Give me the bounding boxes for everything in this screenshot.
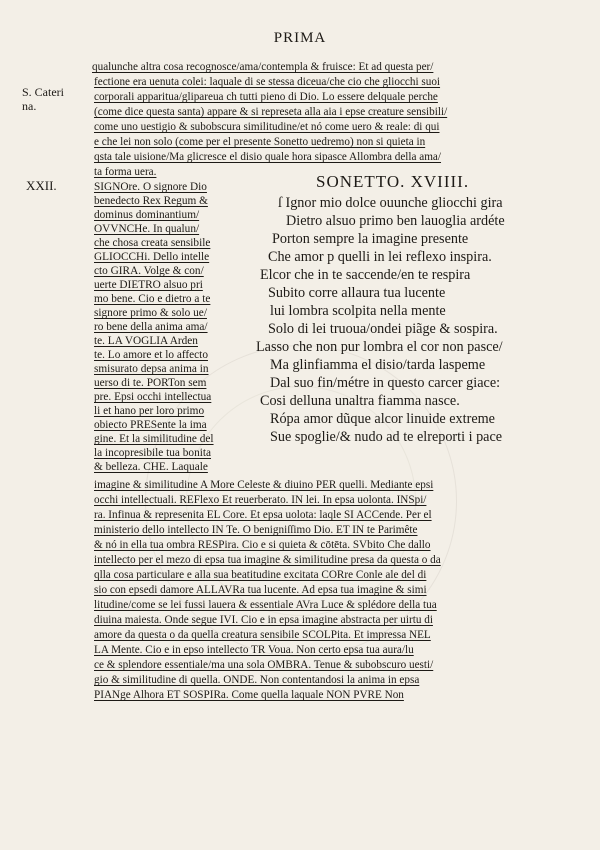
- sonnet-verse: Che amor p quelli in lei reflexo inspira.: [268, 249, 492, 265]
- prose-line: fectione era uenuta colei: laquale di se stessa diceua/che cio che gliocchi suoi: [94, 76, 441, 88]
- commentary-line: cto GIRA. Volge & con/: [94, 265, 204, 277]
- margin-section-number: XXII.: [26, 178, 57, 193]
- commentary-line: mo bene. Cio e dietro a te: [94, 293, 211, 305]
- commentary-full-line: amore da questa o da quella creatura sensibile SCOLPita. Et impressa NEL: [94, 629, 431, 641]
- commentary-line: OVVNCHe. In qualun/: [94, 223, 200, 235]
- margin-note-saint: S. Cateri: [22, 85, 64, 99]
- commentary-full-line: imagine & similitudine A More Celeste & diuino PER quelli. Mediante epsi: [94, 479, 434, 491]
- sonnet-verse: Ma glinfiamma el disio/tarda laspeme: [270, 357, 486, 373]
- commentary-full-line: qlla cosa particulare e alla sua beatitudine excitata CORre Conle ale del di: [94, 569, 427, 581]
- commentary-line: che chosa creata sensibile: [94, 237, 211, 249]
- sonnet-verse: Dal suo fin/métre in questo carcer giace:: [270, 375, 501, 391]
- commentary-line: smisurato depsa anima in: [94, 363, 209, 375]
- commentary-line: gine. Et la similitudine del: [94, 433, 214, 445]
- commentary-full-line: litudine/come se lei fussi lauera & essentiale AVra Luce & splédore della tua: [94, 599, 437, 611]
- sonnet-verse: Porton sempre la imagine presente: [272, 231, 469, 247]
- sonnet-verse: Lasso che non pur lombra el cor non pasce/: [256, 339, 503, 355]
- commentary-full-line: PIANge Alhora ET SOSPIRa. Come quella laquale NON PVRE Non: [94, 689, 404, 701]
- sonnet-verse: Elcor che in te saccende/en te respira: [260, 267, 471, 283]
- running-head: PRIMA: [273, 30, 327, 46]
- prose-line: e che lei non solo (come per el presente Sonetto uedremo) non si quieta in: [94, 136, 426, 148]
- sonnet-verse: ſ Ignor mio dolce ouunche gliocchi gira: [278, 195, 503, 211]
- commentary-line: signore primo & solo ue/: [94, 307, 207, 319]
- commentary-full-line: sio con epsedi damore ALLAVRa tua lucente. Ad epsa tua imagine & simi: [94, 584, 427, 596]
- sonnet-verse: lui lombra scolpita nella mente: [270, 303, 446, 319]
- commentary-line: dominus dominantium/: [94, 209, 200, 221]
- prose-line: (come dice questa santa) appare & si represeta alla aia i epse creature sensibili/: [94, 106, 448, 118]
- sonnet-verse: Dietro alsuo primo ben lauoglia ardéte: [286, 213, 505, 229]
- commentary-full-line: ra. Infinua & represenita EL Core. Et epsa uolota: laqle SI ACCende. Per el: [94, 509, 432, 521]
- commentary-full-line: intellecto per el mezo di epsa tua imagine & similitudine presa da questa o da: [94, 554, 441, 566]
- prose-line: ta forma uera.: [94, 166, 157, 178]
- commentary-line: ro bene della anima ama/: [94, 321, 208, 333]
- commentary-line: te. Lo amore et lo affecto: [94, 349, 208, 361]
- commentary-line: benedecto Rex Regum &: [94, 195, 208, 207]
- commentary-full-line: LA Mente. Cio e in epso intellecto TR Voua. Non certo epsa tua aura/lu: [94, 644, 414, 656]
- commentary-full-line: diuina maiesta. Onde segue IVI. Cio e in epsa imagine abstracta per uirtu di: [94, 614, 433, 626]
- margin-note-saint-cont: na.: [22, 99, 37, 113]
- sonnet-verse: Solo di lei truoua/ondei piãge & sospira.: [268, 321, 498, 337]
- prose-line: qualunche altra cosa recognosce/ama/contempla & fruisce: Et ad questa per/: [92, 61, 434, 73]
- commentary-line: obiecto PRESente la ima: [94, 419, 207, 431]
- commentary-full-line: ce & splendore essentiale/ma una sola OMBRA. Tenue & subobscuro uesti/: [94, 659, 434, 671]
- commentary-full-line: occhi intellectuali. REFlexo Et reuerberato. IN lei. In epsa uolonta. INSpi/: [94, 494, 427, 506]
- commentary-line: te. LA VOGLIA Arden: [94, 335, 198, 347]
- sonnet-verse: Sue spoglie/& nudo ad te elreporti i pace: [270, 429, 503, 445]
- commentary-line: & belleza. CHE. Laquale: [94, 461, 208, 473]
- commentary-line: uerte DIETRO alsuo pri: [94, 279, 203, 291]
- sonnet-title: SONETTO. XVIIII.: [316, 172, 470, 191]
- sonnet-verse: Rópa amor dũque alcor linuide extreme: [270, 411, 495, 427]
- commentary-full-line: & nó in ella tua ombra RESPira. Cio e si quieta & cōtēta. SVbito Che dallo: [94, 539, 431, 551]
- commentary-line: uerso di te. PORTon sem: [94, 377, 207, 389]
- sonnet-verse: Subito corre allaura tua lucente: [268, 285, 446, 301]
- commentary-line: GLIOCCHi. Dello intelle: [94, 251, 210, 263]
- commentary-line: pre. Epsi occhi intellectua: [94, 391, 212, 403]
- commentary-line: li et hano per loro primo: [94, 405, 205, 417]
- commentary-full-line: ministerio dello intellecto IN Te. O benigniſſimo Dio. ET IN te Parimête: [94, 524, 418, 536]
- prose-line: corporali apparitua/glipareua ch tutti pieno di Dio. Lo essere delquale perche: [94, 91, 438, 103]
- prose-line: qsta tale uisione/Ma glicresce el disio quale hora sipasce Allombra della ama/: [94, 151, 442, 163]
- prose-line: come uno uestigio & subobscura similitudine/et nó come uero & reale: di qui: [94, 121, 440, 133]
- commentary-line: la incopresibile tua bonita: [94, 447, 212, 459]
- sonnet-verse: Cosi delluna unaltra fiamma nasce.: [260, 393, 460, 409]
- commentary-full-line: gio & similitudine di quella. ONDE. Non contentandosi la anima in epsa: [94, 674, 420, 686]
- commentary-line: SIGNOre. O signore Dio: [94, 181, 207, 193]
